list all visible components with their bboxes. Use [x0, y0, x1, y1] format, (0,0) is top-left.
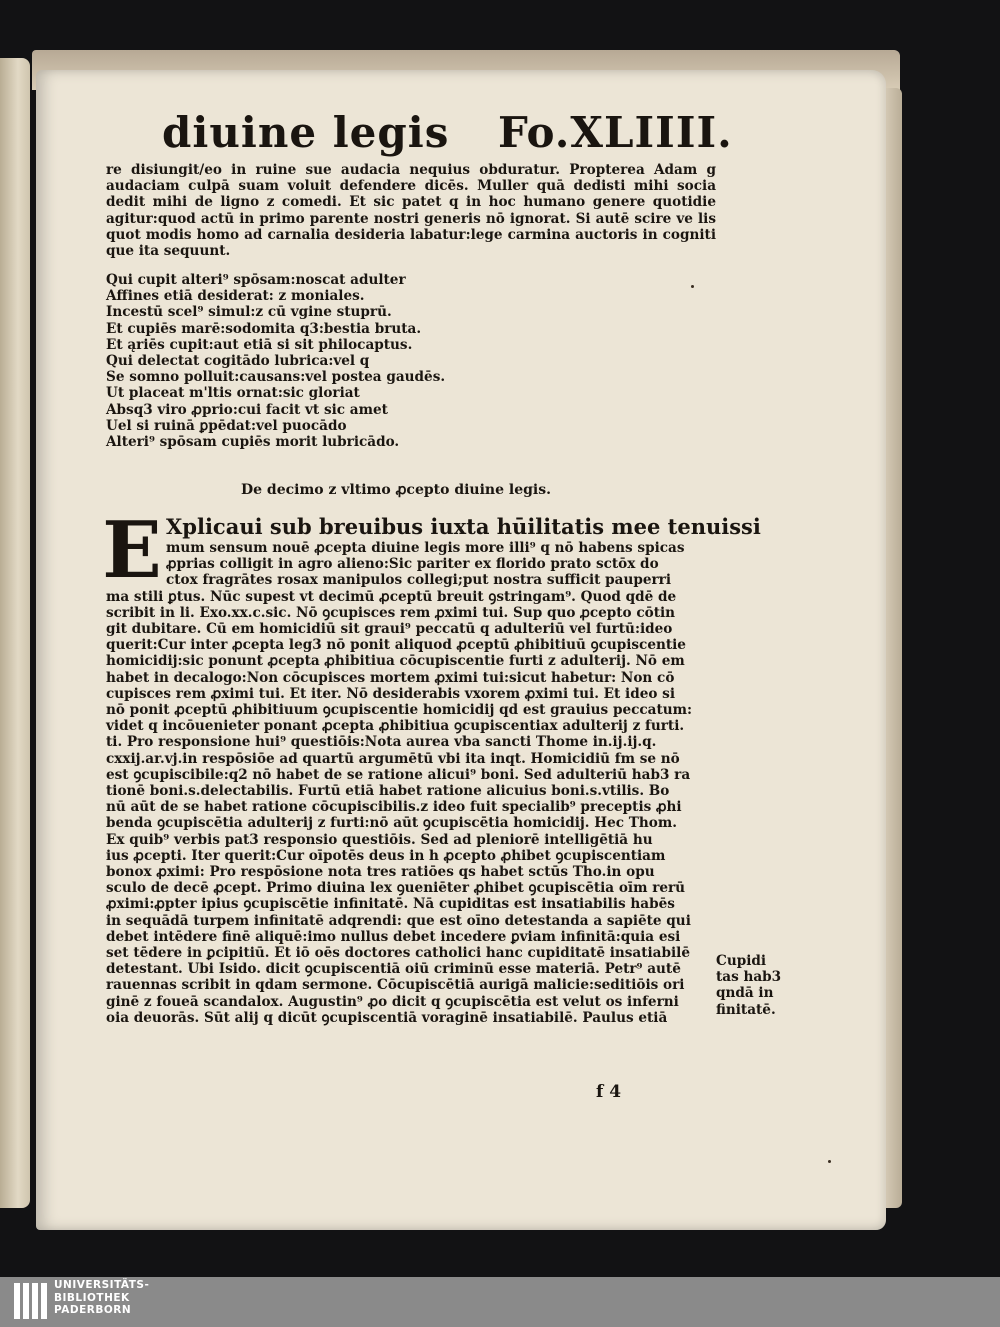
- text-line: Ex quib⁹ verbis pat3 responsio questiōis. Sed ad pleniorē intelligētiā hu: [106, 831, 653, 848]
- verse-line: Qui cupit alteri⁹ spōsam:noscat adulter: [106, 272, 406, 288]
- text-line: est ꝯcupiscibile:q2 nō habet de se ratione alicui⁹ boni. Sed adulteriū hab3 ra: [106, 766, 691, 783]
- verse-line: Affines etiā desiderat: z moniales.: [106, 288, 365, 305]
- text-line: ꝓprias colligit in agro alieno:Sic pariter ex florido prato sctōx do: [166, 556, 659, 573]
- verse-line: Alteri⁹ spōsam cupiēs morit lubricādo.: [106, 434, 400, 451]
- text-line: cupisces rem ꝓximi tui. Et iter. Nō desiderabis vxorem ꝓximi tui. Et ideo si: [106, 685, 675, 702]
- text-line: ti. Pro responsione hui⁹ questiōis:Nota aurea vba sancti Thome in.ij.ij.q.: [106, 734, 657, 751]
- text-line: nō ponit ꝓceptū ꝓhibitiuum ꝯcupiscentie homicidij qd est grauius peccatum:: [106, 702, 693, 719]
- text-line: ius ꝓcepti. Iter querit:Cur oīpotēs deus in h ꝓcepto ꝓhibet ꝯcupiscentiam: [106, 847, 666, 864]
- library-logo-icon: [14, 1283, 48, 1319]
- text-line: nū aūt de se habet ratione cōcupiscibilis.z ideo fuit specialib⁹ preceptis ꝓhi: [106, 799, 682, 816]
- text-line: debet intēdere finē aliquē:imo nullus debet incedere ꝑviam infinitā:quia esi: [106, 928, 681, 945]
- text-line: in sequādā turpem infinitatē adqrendi: que est oīno detestanda a sapiēte qui: [106, 912, 691, 929]
- section-first-line: Xplicaui sub breuibus iuxta hūilitatis mee tenuissi: [166, 514, 761, 539]
- text-line: cxxij.ar.vj.in respōsiōe ad quartū argumētū vbi ita inqt. Homicidiū fm se nō: [106, 750, 680, 767]
- text-line: benda ꝯcupiscētia adulterij z furti:nō aūt ꝯcupiscētia homicidij. Hec Thom.: [106, 815, 677, 832]
- library-name-line: UNIVERSITÄTS-: [54, 1279, 150, 1291]
- folio-number: Fo.XLIIII.: [498, 108, 733, 157]
- text-line: bonox ꝓximi: Pro respōsione nota tres ratiōes qs habet sctūs Tho.in opu: [106, 864, 655, 881]
- marginal-note: [716, 953, 806, 1018]
- verse-line: Et ąriēs cupit:aut etiā si sit philocaptus.: [106, 336, 413, 353]
- text-line: oia deuorās. Sūt alij q dicūt ꝯcupiscentiā voraginē insatiabilē. Paulus etiā: [106, 1009, 668, 1026]
- text-line: ꝓximi:ꝓpter ipius ꝯcupiscētie infinitatē. Nā cupiditas est insatiabilis habēs: [106, 896, 675, 913]
- verse-line: Ut placeat m'ltis ornat:sic gloriat: [106, 385, 360, 402]
- signature-mark: f 4: [596, 1082, 622, 1102]
- verse-line: Uel si ruinā ꝑpēdat:vel puocādo: [106, 417, 347, 434]
- text-line: videt q incōuenieter ponant ꝓcepta ꝓhibitiua ꝯcupiscentiax adulterij z furti.: [106, 718, 685, 735]
- verse-line: Et cupiēs marē:sodomita q3:bestia bruta.: [106, 320, 422, 337]
- ink-speck: [691, 285, 694, 288]
- library-footer-bar: [0, 1277, 1000, 1327]
- text-line: querit:Cur inter ꝓcepta leg3 nō ponit aliquod ꝓceptū ꝓhibitiuū ꝯcupiscentie: [106, 637, 686, 654]
- ink-speck: [828, 1160, 831, 1163]
- text-line: habet in decalogo:Non cōcupisces mortem ꝓximi tui:sicut habetur: Non cō: [106, 669, 675, 686]
- verse-line: Absq3 viro ꝓprio:cui facit vt sic amet: [106, 401, 388, 418]
- text-line: homicidij:sic ponunt ꝓcepta ꝓhibitiua cōcupiscentie furti z adulterij. Nō em: [106, 653, 685, 670]
- text-line: scribit in li. Exo.xx.c.sic. Nō ꝯcupisces rem ꝓximi tui. Sup quo ꝓcepto cōtin: [106, 604, 676, 621]
- text-line: rauennas scribit in qdam sermone. Cōcupiscētiā aurigā malicie:seditiōis ori: [106, 977, 685, 994]
- library-name-line: BIBLIOTHEK: [54, 1291, 130, 1304]
- text-line: detestant. Ubi Isido. dicit ꝯcupiscentiā oiū criminū esse materiā. Petr⁹ autē: [106, 961, 681, 978]
- section-heading: De decimo z vltimo ꝓcepto diuine legis.: [241, 482, 551, 498]
- text-line: tionē boni.s.delectabilis. Furtū etiā habet ratione alicuius boni.s.vtilis. Bo: [106, 783, 670, 800]
- text-line: mum sensum nouē ꝓcepta diuine legis more illi⁹ q nō habens spicas: [166, 540, 685, 556]
- verse-line: Se somno polluit:causans:vel postea gaudēs.: [106, 369, 446, 386]
- library-name-line: PADERBORN: [54, 1304, 132, 1316]
- drop-cap-initial: E: [102, 505, 162, 596]
- paragraph-main: [106, 540, 716, 1026]
- facing-page-edge: [0, 58, 30, 1208]
- library-name: [54, 1279, 149, 1317]
- paragraph-opening: re disiungit/eo in ruine sue audacia nequius obduratur. Propterea Adam g audaciam culpā suam voluit defendere dicēs. Muller quā dedisti mihi socia dedit mihi de ligno z comedi. Et sic patet q in hoc humano genere quotidie agitur:quod actū in primo parente nostri generis nō ignorat. Si autē scire ve lis quot modis homo ad carnalia desideria labatur:lege carmina auctoris in cogniti que ita sequunt.: [106, 162, 716, 260]
- marginal-note-line: tas hab3: [716, 969, 782, 986]
- marginal-note-line: Cupidi: [716, 953, 767, 969]
- book-page: [36, 70, 886, 1230]
- text-line: sculo de decē ꝓcept. Primo diuina lex ꝯueniēter ꝓhibet ꝯcupiscētia oīm rerū: [106, 880, 686, 897]
- text-line: ctox fragrātes rosax manipulos collegi;put nostra sufficit pauperri: [166, 572, 671, 589]
- marginal-note-line: finitatē.: [716, 1001, 776, 1018]
- verse-line: Incestū scel⁹ simul:z cū vgine stuprū.: [106, 304, 392, 321]
- text-line: set tēdere in ꝑcipitiū. Et iō oēs doctores catholici hanc cupiditatē insatiabilē: [106, 945, 690, 962]
- marginal-note-line: qndā in: [716, 985, 774, 1002]
- text-line: ma stili ꝑtus. Nūc supest vt decimū ꝓceptū breuit ꝯstringam⁹. Quod qdē de: [106, 588, 677, 605]
- verse-line: Qui delectat cogitādo lubrica:vel q: [106, 353, 370, 370]
- text-line: ginē z foueā scandalox. Augustin⁹ ꝓo dicit q ꝯcupiscētia est velut os inferni: [106, 993, 679, 1010]
- running-head: diuine legis: [162, 108, 450, 157]
- verse-block: [106, 272, 716, 450]
- text-line: git dubitare. Cū em homicidiū sit graui⁹ peccatū q adulteriū vel furtū:ideo: [106, 621, 673, 638]
